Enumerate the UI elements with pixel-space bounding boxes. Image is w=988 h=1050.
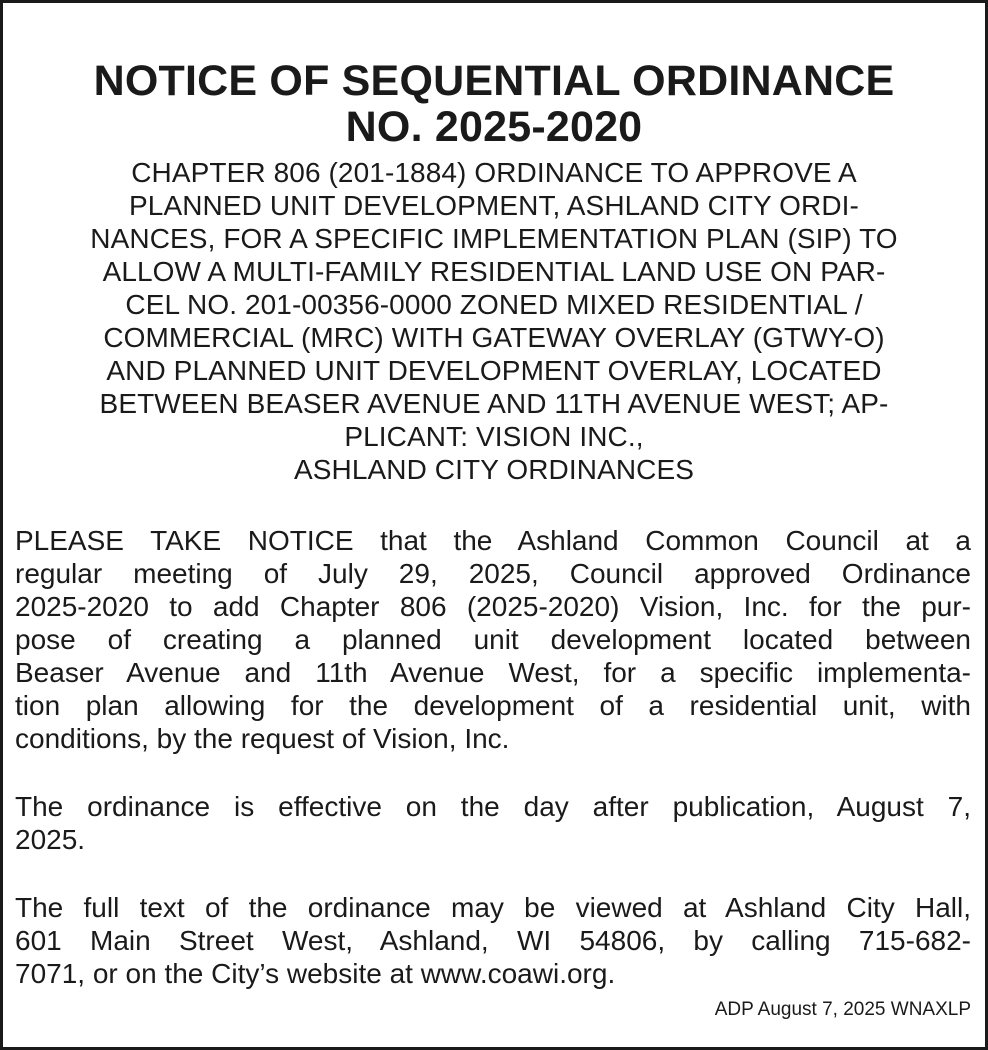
description-line: PLICANT: VISION INC.,	[344, 421, 644, 452]
paragraph-line: 7071, or on the City’s website at www.coawi.org.	[15, 958, 616, 989]
description-line: CHAPTER 806 (201-1884) ORDINANCE TO APPROVE A	[131, 157, 857, 188]
notice-paragraph-full-text	[15, 891, 971, 990]
paragraph-line: 601 Main Street West, Ashland, WI 54806, by calling 715-682-	[15, 925, 971, 956]
paragraph-line: 2025.	[15, 824, 86, 855]
notice-title-line: NO. 2025-2020	[345, 103, 643, 151]
paragraph-line: PLEASE TAKE NOTICE that the Ashland Common Council at a	[15, 525, 971, 556]
paragraph-line: tion plan allowing for the development of a residential unit, with	[15, 690, 971, 721]
paragraph-line: The ordinance is effective on the day after publication, August 7,	[15, 791, 971, 822]
notice-title-line: NOTICE OF SEQUENTIAL ORDINANCE	[93, 57, 895, 105]
publication-footer: ADP August 7, 2025 WNAXLP	[714, 999, 971, 1020]
description-line: PLANNED UNIT DEVELOPMENT, ASHLAND CITY ORDI-	[129, 190, 859, 221]
description-line: ASHLAND CITY ORDINANCES	[293, 454, 695, 485]
description-line: ALLOW A MULTI-FAMILY RESIDENTIAL LAND USE ON PAR-	[102, 256, 886, 287]
description-line: BETWEEN BEASER AVENUE AND 11TH AVENUE WEST; AP-	[99, 388, 889, 419]
notice-title	[11, 58, 977, 150]
notice-paragraph-effective	[15, 790, 971, 856]
paragraph-line: The full text of the ordinance may be viewed at Ashland City Hall,	[15, 892, 971, 923]
ordinance-description	[13, 156, 975, 486]
paragraph-line: Beaser Avenue and 11th Avenue West, for a specific implementa-	[15, 657, 971, 688]
paragraph-line: conditions, by the request of Vision, Inc.	[15, 723, 510, 754]
description-line: CEL NO. 201-00356-0000 ZONED MIXED RESIDENTIAL /	[125, 289, 863, 320]
paragraph-line: regular meeting of July 29, 2025, Council approved Ordinance	[15, 558, 971, 589]
paragraph-line: 2025-2020 to add Chapter 806 (2025-2020) Vision, Inc. for the pur-	[15, 591, 971, 622]
paragraph-line: pose of creating a planned unit development located between	[15, 624, 971, 655]
notice-paragraph-approval	[15, 524, 971, 755]
description-line: AND PLANNED UNIT DEVELOPMENT OVERLAY, LOCATED	[106, 355, 882, 386]
description-line: COMMERCIAL (MRC) WITH GATEWAY OVERLAY (GTWY-O)	[103, 322, 885, 353]
description-line: NANCES, FOR A SPECIFIC IMPLEMENTATION PLAN (SIP) TO	[90, 223, 898, 254]
